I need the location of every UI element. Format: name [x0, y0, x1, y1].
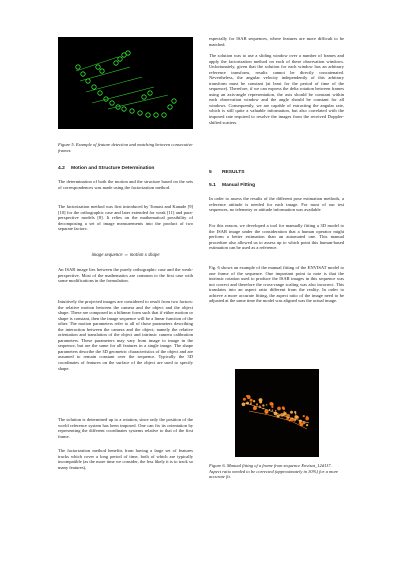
section-5-1-number: 5.1 — [209, 183, 216, 188]
paragraph-factorization-intro: The determination of both the motion and the structure based on the sets of correspondences was made using the factorization method. — [58, 179, 193, 190]
figure-5-image — [58, 37, 193, 129]
figure-5-caption: Figure 5. Example of feature detection and matching between consecutive frames. — [58, 142, 193, 153]
paragraph-manual-tool: For this reason, we developed a tool for manually fitting a 3D model to the ISAR image under the consideration that a human operator might perform a better estimation than an automated one. This manual procedure also allowed us to assess up to which point this human-based estimation can be used as a reference. — [209, 223, 344, 251]
section-4-2-heading — [58, 166, 193, 172]
section-5-title: RESULTS — [222, 170, 245, 175]
paragraph-isar-features: especially for ISAR sequences, where features are more difficult to be matched. — [209, 36, 344, 47]
paragraph-sliding-window: The solution was to use a sliding window over a number of frames and apply the factorization method on each of these observation windows. Unfortunately, given that the solution for each window has an arbitrary reference transform, results cannot be directly concatenated. Nevertheless, the angular velocity independently of this arbitrary transform must be constant (at least for the period of time of the sequence). Therefore, if we can express the delta rotation between frames using an axis-angle representation, the axis should be constant within each observation window and the angle should be constant for all windows. Consequently, we are capable of extracting the angular rate, which is still quite a valuable information, but also correlated with the imposed rate required to resolve the images from the received Doppler-shifted scatters. — [209, 53, 344, 125]
paragraph-solution-rotation: The solution is determined up to a rotation, since only the position of the world reference system has been imposed. One can fix its orientation by representing the different coordinates systems relative to that of the first frame. — [58, 417, 193, 439]
paragraph-isar-image: An ISAR image lies between the purely orthographic case and the weak-perspective. Most of the mathematics are common to the first case with some modifications in the formulation. — [58, 267, 193, 284]
figure-6-caption: Figure 6. Manual fitting of a frame from sequence Envisat_12d117. Aspect ratio needed to be corrected (approximately in 30%) for a more accurate fit. — [209, 463, 339, 480]
figure-6-manual-fitting — [235, 369, 319, 457]
figure-5-feature-matching — [58, 37, 193, 129]
section-5-number: 5 — [209, 170, 212, 175]
paragraph-reference-attitude: In order to assess the results of the different pose estimation methods, a reference attitude is needed for each image. For most of our test sequences, no telemetry or attitude information was available — [209, 196, 344, 213]
section-5-1-title: Manual Fitting — [222, 183, 256, 188]
section-5-1-heading — [209, 183, 344, 189]
section-4-2-title: Motion and Structure Determination — [71, 166, 155, 171]
paragraph-projected-images: Intuitively the projected images are considered to result from two factors: the relative motion between the camera and the object and the object shape. These are composed in a bilinear form such that if either motion or shape is constant, then the image sequence will be a linear function of the other. The motion parameters refer to all of those parameters describing the interaction between the camera and the object; namely the relative orientation and translation of the object and intrinsic camera calibration parameters. These parameters may vary from image to image in the sequence, but are the same for all features in a single image. The shape parameters describe the 3D geometric characteristics of the object and are assumed to remain constant over the sequence. Typically the 3D coordinates of features on the surface of the object are used to specify shape. — [58, 299, 193, 371]
figure-6-image — [235, 369, 319, 457]
paragraph-envisat-fitting: Fig. 6 shows an example of the manual fitting of the ENVISAT model to one frame of the sequence. One important point to note is that the intrinsic rotation used to produce the ISAR images in this sequence was not correct and therefore the cross-range scaling was also incorrect. This translates into an aspect ratio different from the reality. In order to achieve a more accurate fitting, the aspect ratio of the image need to be adjusted at the same time the model was aligned was the actual image. — [209, 265, 344, 304]
paragraph-tomasi-kanade: The factorization method was first introduced by Tomasi and Kanade [9][10] for the orthographic case and later extended for weak [11] and para-perspective models [8]. It relies on the mathematical possibility of decomposing a set of image measurements into the product of two separate factors: — [58, 204, 193, 232]
paragraph-factorization-benefits: The factorization method benefits from having a large set of features tracks which cover a long period of time, both of which are typically incompatible (as the more time we consider, the less likely it is to track so many features), — [58, 448, 193, 470]
section-5-heading — [209, 170, 344, 176]
section-4-2-number: 4.2 — [58, 166, 65, 171]
formula-image-sequence: image sequence ⇔ motion x shape — [91, 253, 160, 258]
